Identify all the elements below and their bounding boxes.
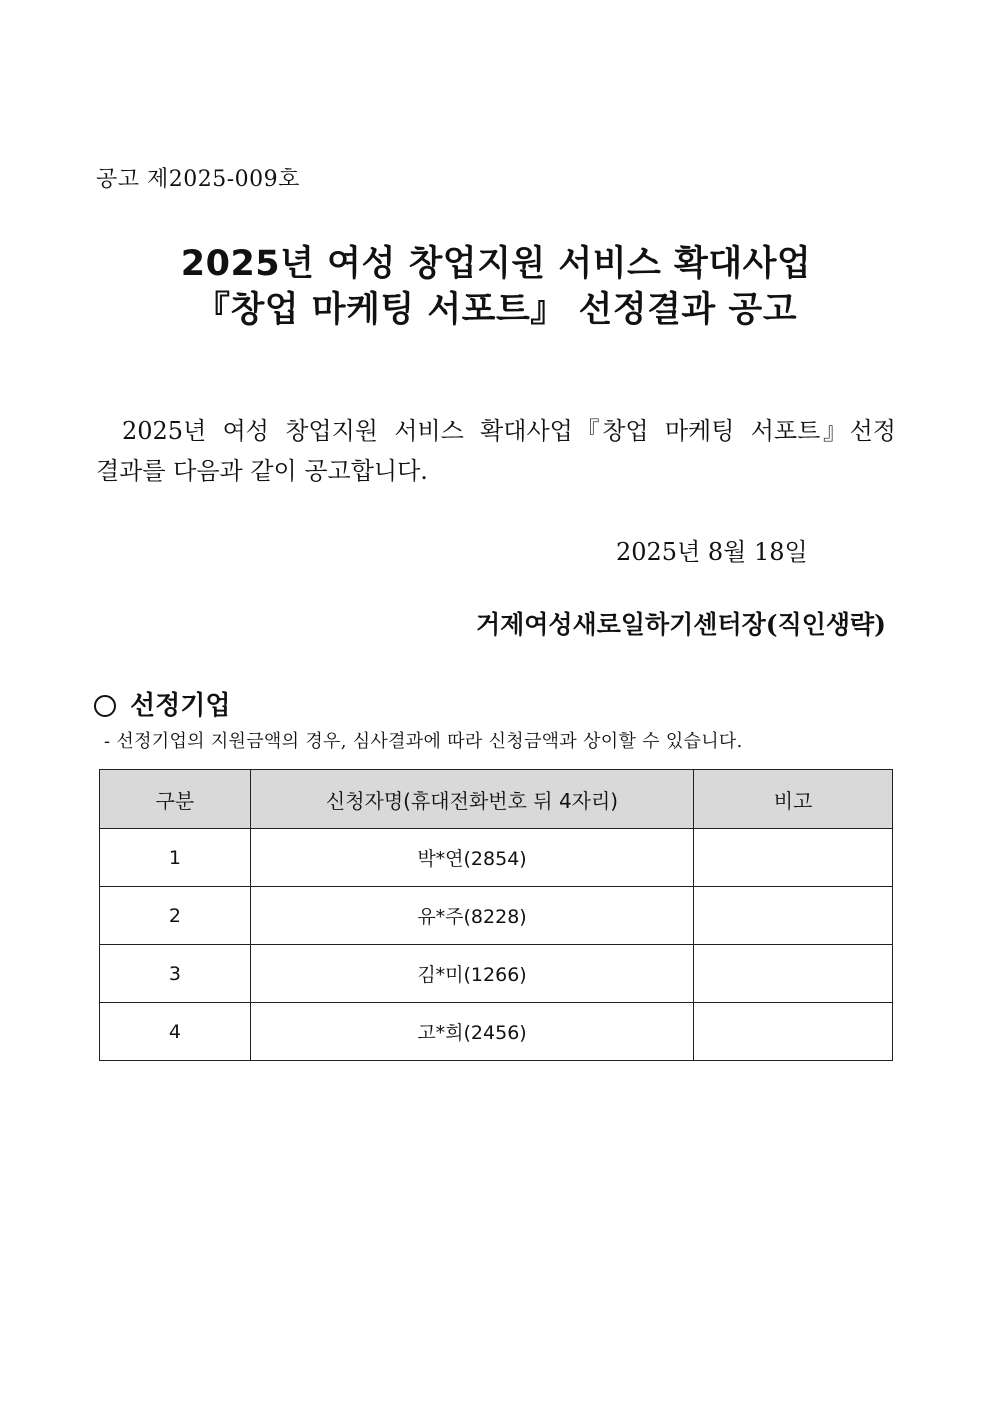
announcement-date: 2025년 8월 18일 (616, 538, 808, 566)
title-line-2: 『창업 마케팅 서포트』 선정결과 공고 (194, 290, 798, 330)
row-remark (694, 945, 893, 1003)
section-note: - 선정기업의 지원금액의 경우, 심사결과에 따라 신청금액과 상이할 수 있습니다. (104, 731, 743, 752)
row-number: 4 (100, 1003, 251, 1061)
row-remark (694, 887, 893, 945)
table-header-row (100, 770, 893, 829)
row-applicant: 유*주(8228) (250, 887, 693, 945)
table-row (100, 887, 893, 945)
table-row (100, 945, 893, 1003)
header-category: 구분 (100, 770, 251, 829)
document-number: 공고 제2025-009호 (96, 167, 300, 192)
row-number: 1 (100, 829, 251, 887)
body-line-2: 결과를 다음과 같이 공고합니다. (96, 457, 428, 485)
row-applicant: 고*희(2456) (250, 1003, 693, 1061)
section-heading (94, 686, 230, 726)
body-line-1: 2025년 여성 창업지원 서비스 확대사업『창업 마케팅 서포트』선정 (122, 417, 896, 445)
row-remark (694, 829, 893, 887)
header-remark: 비고 (694, 770, 893, 829)
signer: 거제여성새로일하기센터장(직인생략) (475, 610, 886, 639)
row-number: 3 (100, 945, 251, 1003)
results-table (99, 769, 893, 1061)
table-row (100, 829, 893, 887)
row-applicant: 김*미(1266) (250, 945, 693, 1003)
circle-bullet-icon (94, 695, 116, 717)
row-applicant: 박*연(2854) (250, 829, 693, 887)
row-remark (694, 1003, 893, 1061)
row-number: 2 (100, 887, 251, 945)
section-heading-label: 선정기업 (130, 691, 231, 721)
header-applicant: 신청자명(휴대전화번호 뒤 4자리) (250, 770, 693, 829)
table-row (100, 1003, 893, 1061)
title-line-1: 2025년 여성 창업지원 서비스 확대사업 (180, 244, 812, 284)
